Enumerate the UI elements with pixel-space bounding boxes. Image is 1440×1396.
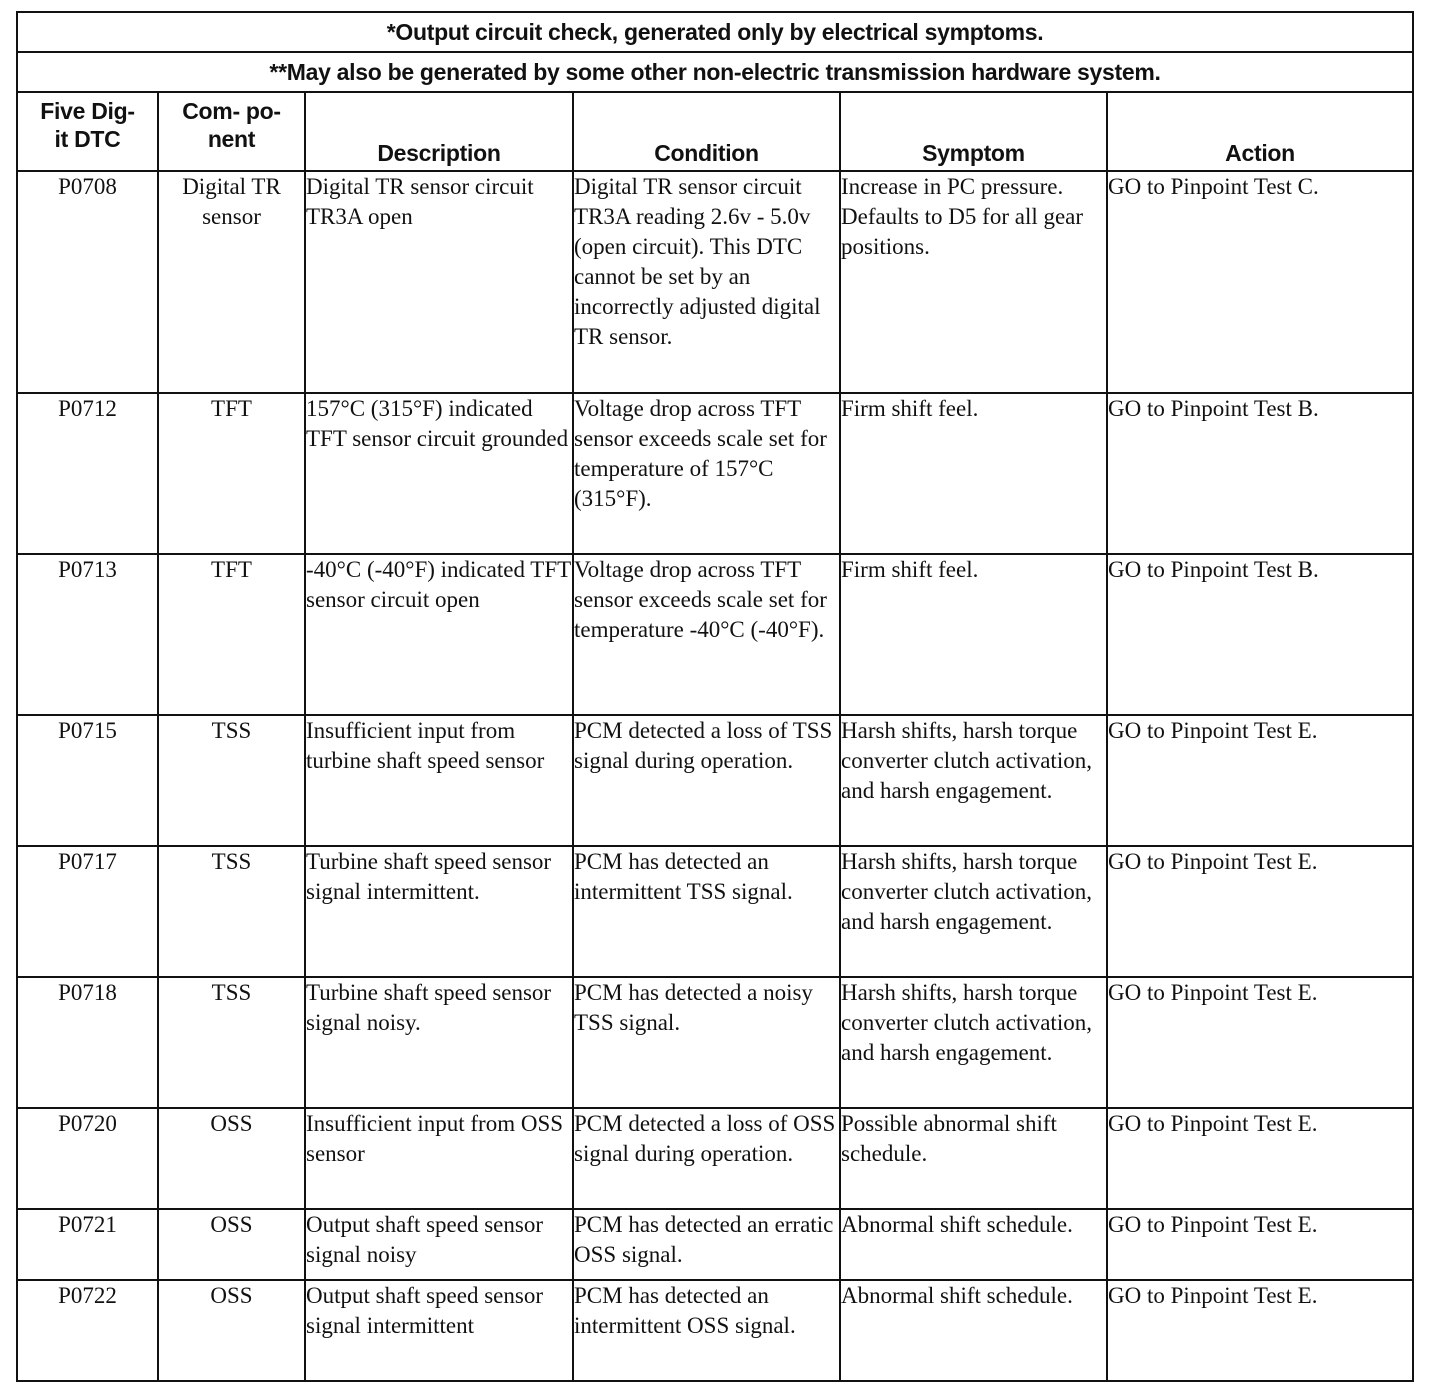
component: OSS — [158, 1108, 305, 1209]
dtc-code: P0718 — [17, 977, 158, 1108]
description: Turbine shaft speed sensor signal intermittent. — [305, 846, 573, 977]
symptom: Firm shift feel. — [840, 554, 1107, 715]
condition: PCM has detected an intermittent TSS signal. — [573, 846, 840, 977]
component: TFT — [158, 554, 305, 715]
column-header-symptom: Symptom — [840, 92, 1107, 171]
symptom: Abnormal shift schedule. — [840, 1209, 1107, 1280]
component: OSS — [158, 1280, 305, 1381]
table-row — [17, 393, 1413, 554]
component: TFT — [158, 393, 305, 554]
action: GO to Pinpoint Test B. — [1107, 554, 1413, 715]
symptom: Harsh shifts, harsh torque converter clutch activation, and harsh engagement. — [840, 715, 1107, 846]
dtc-code: P0720 — [17, 1108, 158, 1209]
symptom: Possible abnormal shift schedule. — [840, 1108, 1107, 1209]
action: GO to Pinpoint Test E. — [1107, 715, 1413, 846]
dtc-code: P0715 — [17, 715, 158, 846]
table-row — [17, 977, 1413, 1108]
column-header-code: Five Dig- it DTC — [17, 92, 158, 171]
condition: Digital TR sensor circuit TR3A reading 2.6v - 5.0v (open circuit). This DTC cannot be set by an incorrectly adjusted digital TR sensor. — [573, 171, 840, 393]
description: Turbine shaft speed sensor signal noisy. — [305, 977, 573, 1108]
action: GO to Pinpoint Test E. — [1107, 1108, 1413, 1209]
symptom: Harsh shifts, harsh torque converter clutch activation, and harsh engagement. — [840, 846, 1107, 977]
symptom: Firm shift feel. — [840, 393, 1107, 554]
condition: PCM detected a loss of TSS signal during operation. — [573, 715, 840, 846]
dtc-code: P0717 — [17, 846, 158, 977]
table-row — [17, 1280, 1413, 1381]
symptom: Abnormal shift schedule. — [840, 1280, 1107, 1381]
symptom: Increase in PC pressure. Defaults to D5 for all gear positions. — [840, 171, 1107, 393]
table-row — [17, 846, 1413, 977]
column-header-action: Action — [1107, 92, 1413, 171]
condition: PCM has detected a noisy TSS signal. — [573, 977, 840, 1108]
description: Digital TR sensor circuit TR3A open — [305, 171, 573, 393]
table-row — [17, 1108, 1413, 1209]
component: OSS — [158, 1209, 305, 1280]
column-header-description: Description — [305, 92, 573, 171]
table-row — [17, 715, 1413, 846]
column-header-condition: Condition — [573, 92, 840, 171]
description: Insufficient input from turbine shaft speed sensor — [305, 715, 573, 846]
description: Insufficient input from OSS sensor — [305, 1108, 573, 1209]
action: GO to Pinpoint Test E. — [1107, 1280, 1413, 1381]
description: 157°C (315°F) indicated TFT sensor circuit grounded — [305, 393, 573, 554]
dtc-code: P0722 — [17, 1280, 158, 1381]
table-row — [17, 554, 1413, 715]
component: TSS — [158, 715, 305, 846]
condition: PCM has detected an erratic OSS signal. — [573, 1209, 840, 1280]
column-header-row — [17, 92, 1413, 171]
condition: Voltage drop across TFT sensor exceeds scale set for temperature -40°C (-40°F). — [573, 554, 840, 715]
action: GO to Pinpoint Test E. — [1107, 977, 1413, 1108]
dtc-table — [16, 11, 1414, 1382]
dtc-code: P0712 — [17, 393, 158, 554]
description: Output shaft speed sensor signal intermittent — [305, 1280, 573, 1381]
condition: Voltage drop across TFT sensor exceeds scale set for temperature of 157°C (315°F). — [573, 393, 840, 554]
condition: PCM has detected an intermittent OSS signal. — [573, 1280, 840, 1381]
description: Output shaft speed sensor signal noisy — [305, 1209, 573, 1280]
description: -40°C (-40°F) indicated TFT sensor circuit open — [305, 554, 573, 715]
symptom: Harsh shifts, harsh torque converter clutch activation, and harsh engagement. — [840, 977, 1107, 1108]
component: Digital TR sensor — [158, 171, 305, 393]
dtc-code: P0708 — [17, 171, 158, 393]
non-electric-note: **May also be generated by some other non-electric transmission hardware system. — [17, 52, 1413, 92]
action: GO to Pinpoint Test B. — [1107, 393, 1413, 554]
component: TSS — [158, 846, 305, 977]
component: TSS — [158, 977, 305, 1108]
column-header-component: Com- po- nent — [158, 92, 305, 171]
note-row — [17, 52, 1413, 92]
condition: PCM detected a loss of OSS signal during operation. — [573, 1108, 840, 1209]
output-circuit-note: *Output circuit check, generated only by electrical symptoms. — [17, 12, 1413, 52]
dtc-code: P0713 — [17, 554, 158, 715]
dtc-code: P0721 — [17, 1209, 158, 1280]
action: GO to Pinpoint Test C. — [1107, 171, 1413, 393]
action: GO to Pinpoint Test E. — [1107, 1209, 1413, 1280]
note-row — [17, 12, 1413, 52]
action: GO to Pinpoint Test E. — [1107, 846, 1413, 977]
table-row — [17, 1209, 1413, 1280]
table-row — [17, 171, 1413, 393]
